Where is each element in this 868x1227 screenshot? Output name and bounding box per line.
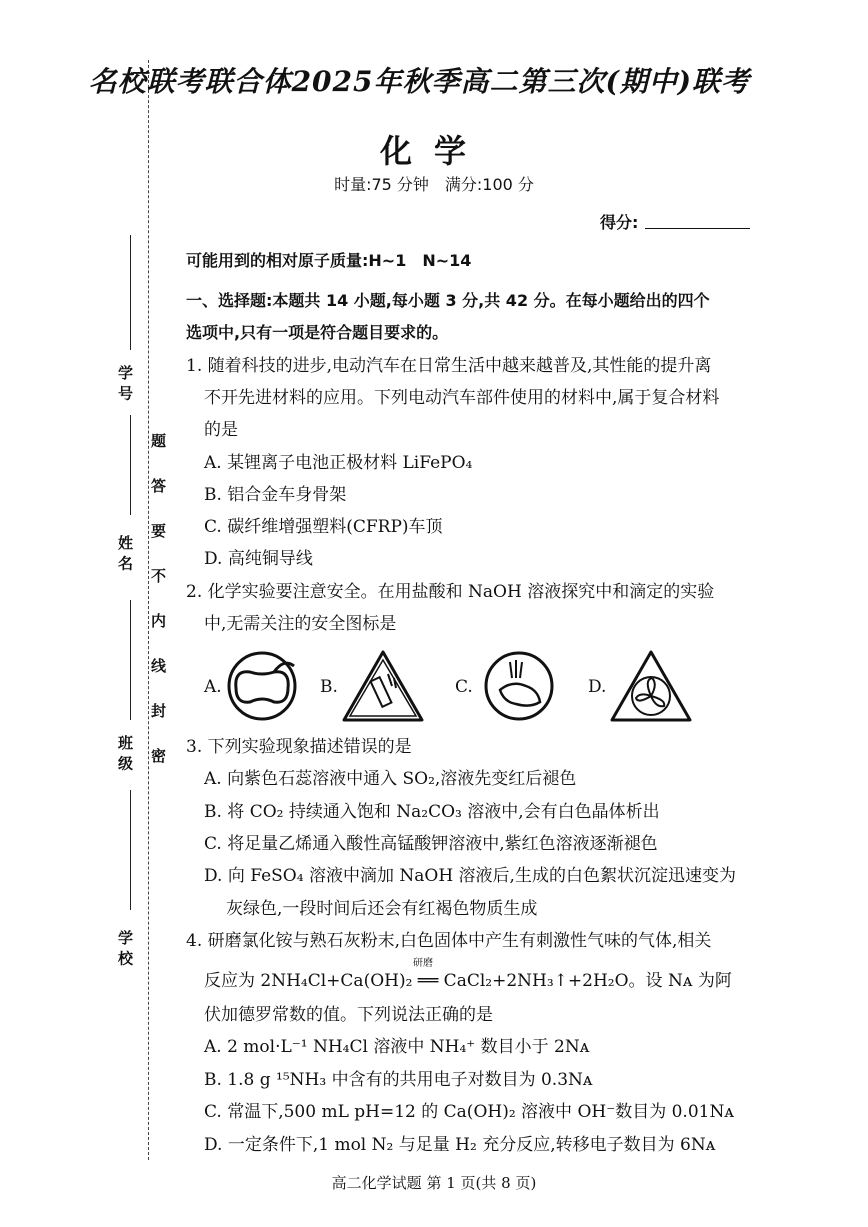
q1-stem-line2: 不开先进材料的应用。下列电动汽车部件使用的材料中,属于复合材料 (204, 388, 720, 408)
q4-stem-line2: 反应为 2NH₄Cl+Ca(OH)₂ ══ CaCl₂+2NH₃↑+2H₂O。设 Nᴀ 为阿 (204, 971, 732, 991)
q3-option-c: C. 将足量乙烯通入酸性高锰酸钾溶液中,紫红色溶液逐渐褪色 (204, 834, 658, 854)
binding-char: 不 (151, 567, 167, 585)
q4-reaction-condition: 研磨 (413, 958, 433, 969)
q2-option-d-label: D. (588, 677, 607, 697)
exam-title: 名校联考联合体2025年秋季高二第三次(期中)联考 (88, 65, 750, 98)
q2-option-b-label: B. (320, 677, 338, 697)
school-line[interactable] (130, 790, 131, 910)
binding-dashed-line (148, 60, 149, 1160)
binding-char: 题 (151, 432, 167, 450)
class-line[interactable] (130, 600, 131, 720)
corrosive-icon (340, 648, 426, 724)
binding-char: 内 (151, 612, 167, 630)
goggles-icon (224, 650, 302, 722)
binding-char: 封 (151, 702, 167, 720)
name-label: 姓 名 (116, 535, 134, 571)
q3-option-d-line2: 灰绿色,一段时间后还会有红褐色物质生成 (226, 899, 538, 919)
school-label: 学 校 (116, 930, 134, 966)
q1-stem-line1: 1. 随着科技的进步,电动汽车在日常生活中越来越普及,其性能的提升离 (186, 356, 712, 376)
q1-option-d: D. 高纯铜导线 (204, 549, 313, 569)
q3-option-a: A. 向紫色石蕊溶液中通入 SO₂,溶液先变红后褪色 (204, 769, 577, 789)
q2-stem-line1: 2. 化学实验要注意安全。在用盐酸和 NaOH 溶液探究中和滴定的实验 (186, 582, 715, 602)
page-footer: 高二化学试题 第 1 页(共 8 页) (331, 1174, 537, 1192)
hand-wash-icon (480, 650, 558, 722)
q2-option-c-label: C. (455, 677, 473, 697)
q1-option-c: C. 碳纤维增强塑料(CFRP)车顶 (204, 517, 443, 537)
q1-option-b: B. 铝合金车身骨架 (204, 485, 347, 505)
q4-option-d: D. 一定条件下,1 mol N₂ 与足量 H₂ 充分反应,转移电子数目为 6Nᴀ (204, 1135, 716, 1155)
fan-ventilation-icon (608, 648, 694, 724)
q3-stem: 3. 下列实验现象描述错误的是 (186, 737, 412, 757)
q1-stem-line3: 的是 (204, 420, 238, 440)
score-label: 得分: (600, 213, 639, 232)
section-heading-line1: 一、选择题:本题共 14 小题,每小题 3 分,共 42 分。在每小题给出的四个 (186, 291, 710, 310)
q2-stem-line2: 中,无需关注的安全图标是 (204, 614, 397, 634)
q4-stem-line1: 4. 研磨氯化铵与熟石灰粉末,白色固体中产生有刺激性气味的气体,相关 (186, 931, 712, 951)
q3-option-d-line1: D. 向 FeSO₄ 溶液中滴加 NaOH 溶液后,生成的白色絮状沉淀迅速变为 (204, 866, 736, 886)
binding-char: 答 (151, 477, 167, 495)
q4-option-c: C. 常温下,500 mL pH=12 的 Ca(OH)₂ 溶液中 OH⁻数目为 0.01Nᴀ (204, 1102, 734, 1122)
q4-option-b: B. 1.8 g ¹⁵NH₃ 中含有的共用电子对数目为 0.3Nᴀ (204, 1070, 593, 1090)
binding-char: 线 (151, 657, 167, 675)
name-line[interactable] (130, 415, 131, 515)
atomic-mass-note: 可能用到的相对原子质量:H~1 N~14 (186, 251, 472, 270)
student-no-line[interactable] (130, 235, 131, 350)
subject-title: 化学 (379, 132, 488, 170)
class-label: 班 级 (116, 735, 134, 771)
q4-option-a: A. 2 mol·L⁻¹ NH₄Cl 溶液中 NH₄⁺ 数目小于 2Nᴀ (204, 1037, 590, 1057)
binding-char: 密 (151, 747, 167, 765)
q4-stem-line3: 伏加德罗常数的值。下列说法正确的是 (204, 1005, 493, 1025)
q2-option-a-label: A. (204, 677, 222, 697)
q3-option-b: B. 将 CO₂ 持续通入饱和 Na₂CO₃ 溶液中,会有白色晶体析出 (204, 802, 660, 822)
binding-char: 要 (151, 522, 167, 540)
section-heading-line2: 选项中,只有一项是符合题目要求的。 (186, 323, 449, 342)
q1-option-a: A. 某锂离子电池正极材料 LiFePO₄ (204, 453, 473, 473)
student-no-label: 学 号 (116, 365, 134, 401)
time-score-info: 时量:75 分钟 满分:100 分 (334, 175, 534, 194)
score-input-line[interactable] (645, 228, 750, 229)
